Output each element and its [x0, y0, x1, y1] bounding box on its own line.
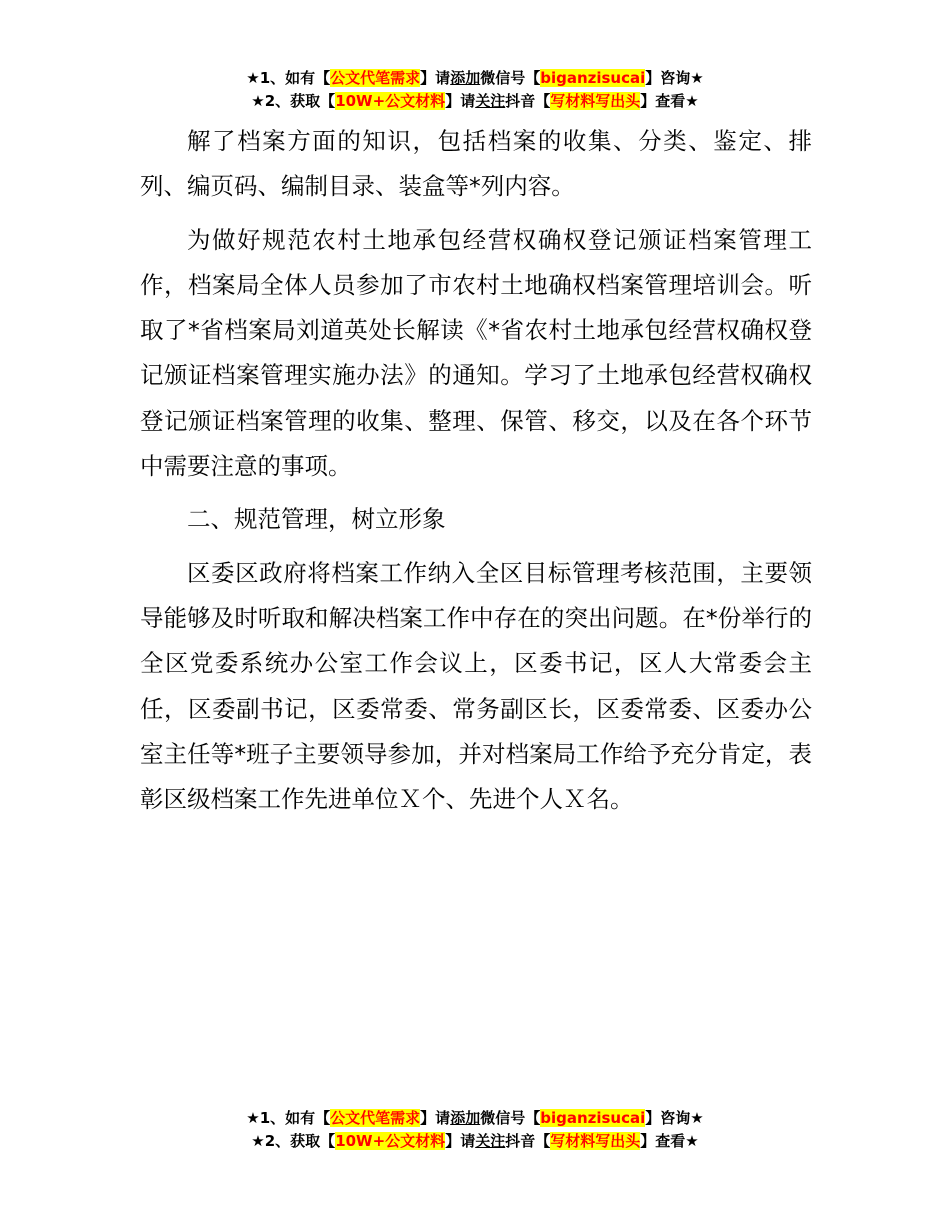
banner-text: 微信号【: [480, 69, 541, 87]
banner-highlight: 10W+公文材料: [335, 1132, 446, 1150]
banner-underline: 添加: [450, 69, 481, 87]
banner-highlight: biganzisucai: [540, 1109, 646, 1127]
banner-line-1: [0, 67, 950, 90]
banner-text: ★1、如有【: [246, 1109, 331, 1127]
banner-line-1: [0, 1107, 950, 1130]
banner-text: 】请: [445, 92, 476, 110]
banner-text: 微信号【: [480, 1109, 541, 1127]
banner-text: 】查看★: [640, 1132, 699, 1150]
banner-text: 】请: [445, 1132, 476, 1150]
banner-text: 抖音【: [505, 1132, 551, 1150]
banner-highlight: 写材料写出头: [550, 1132, 641, 1150]
banner-text: 抖音【: [505, 92, 551, 110]
banner-underline: 添加: [450, 1109, 481, 1127]
paragraph-3: 区委区政府将档案工作纳入全区目标管理考核范围，主要领导能够及时听取和解决档案工作中存在的突出问题。在*份举行的全区党委系统办公室工作会议上，区委书记，区人大常委会主任，区委副书记，区委常委、常务副区长，区委常委、区委办公室主任等*班子主要领导参加，并对档案局工作给予充分肯定，表彰区级档案工作先进单位Ｘ个、先进个人Ｘ名。: [140, 558, 812, 814]
paragraph-2: 为做好规范农村土地承包经营权确权登记颁证档案管理工作，档案局全体人员参加了市农村土地确权档案管理培训会。听取了*省档案局刘道英处长解读《*省农村土地承包经营权确权登记颁证档案管理实施办法》的通知。学习了土地承包经营权确权登记颁证档案管理的收集、整理、保管、移交，以及在各个环节中需要注意的事项。: [140, 225, 812, 481]
banner-highlight: 公文代笔需求: [330, 1109, 421, 1127]
banner-text: 】咨询★: [645, 1109, 704, 1127]
banner-line-2: [0, 1130, 950, 1153]
banner-line-2: [0, 90, 950, 113]
banner-text: 】咨询★: [645, 69, 704, 87]
banner-highlight: biganzisucai: [540, 69, 646, 87]
header-banner: [0, 67, 950, 113]
banner-highlight: 公文代笔需求: [330, 69, 421, 87]
document-body: [140, 119, 812, 822]
banner-underline: 关注: [475, 1132, 506, 1150]
banner-text: ★2、获取【: [251, 92, 336, 110]
paragraph-1: 解了档案方面的知识，包括档案的收集、分类、鉴定、排列、编页码、编制目录、装盒等*列内容。: [140, 127, 812, 201]
banner-text: 】查看★: [640, 92, 699, 110]
banner-text: ★1、如有【: [246, 69, 331, 87]
banner-underline: 关注: [475, 92, 506, 110]
banner-text: 】请: [420, 69, 451, 87]
banner-text: ★2、获取【: [251, 1132, 336, 1150]
section-heading: 二、规范管理，树立形象: [187, 505, 446, 534]
banner-highlight: 10W+公文材料: [335, 92, 446, 110]
banner-text: 】请: [420, 1109, 451, 1127]
footer-banner: [0, 1107, 950, 1153]
banner-highlight: 写材料写出头: [550, 92, 641, 110]
